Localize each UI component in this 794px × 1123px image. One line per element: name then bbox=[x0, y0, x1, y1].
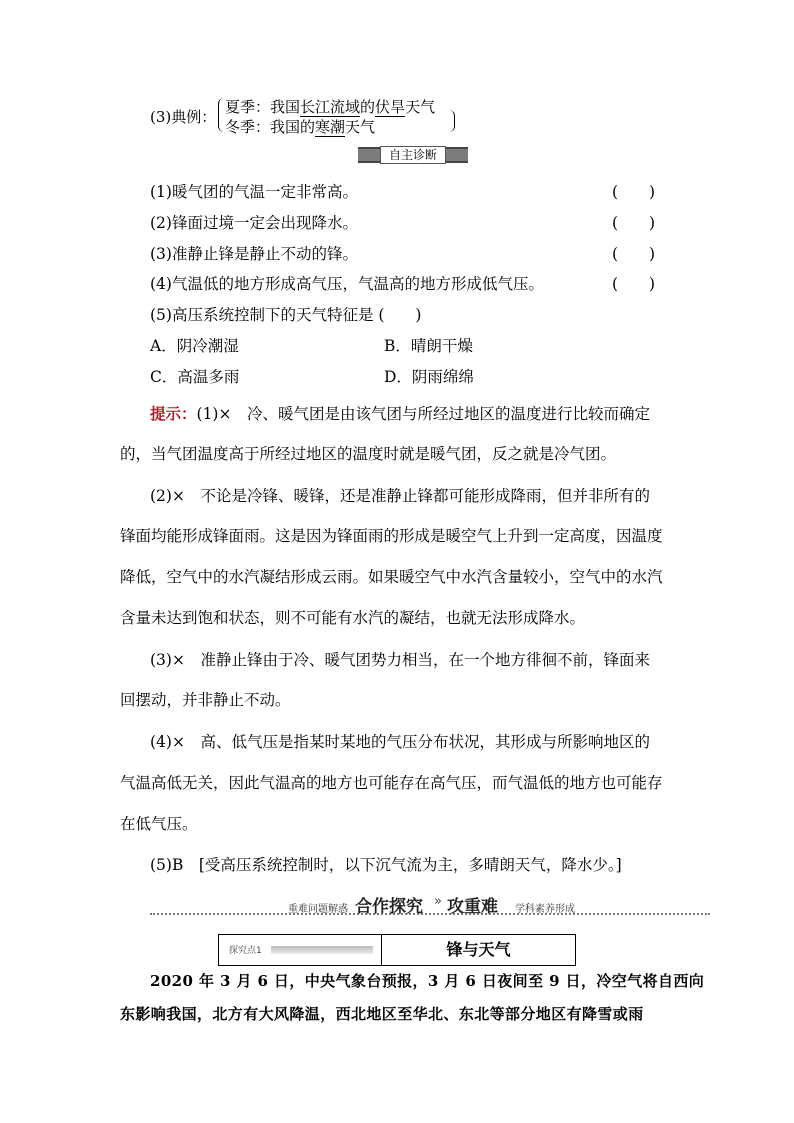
hint-4-line-3: 在低气压。 bbox=[120, 815, 198, 833]
summer-mid: 的 bbox=[360, 98, 376, 116]
section-divider bbox=[150, 913, 710, 915]
hint-5: (5)B [受高压系统控制时，以下沉气流为主，多晴朗天气，降水少。] bbox=[150, 856, 622, 874]
coop-right-label: 学科素养形成 bbox=[515, 904, 575, 915]
summer-suffix: 天气 bbox=[405, 98, 436, 116]
left-brace bbox=[218, 98, 225, 132]
right-brace bbox=[448, 110, 455, 132]
option-b: B．晴朗干燥 bbox=[384, 337, 473, 355]
summer-weather: 伏旱 bbox=[375, 98, 406, 116]
hint-1-text: (1)× 冷、暖气团是由该气团与所经过地区的温度进行比较而确定 bbox=[196, 405, 650, 423]
topic-tag-bar bbox=[271, 946, 373, 954]
judge-item-4: (4)气温低的地方形成高气压，气温高的地方形成低气压。 bbox=[150, 275, 544, 293]
self-diagnosis-title: 自主诊断 bbox=[380, 146, 446, 164]
news-line-2: 东影响我国，北方有大风降温，西北地区至华北、东北等部分地区有降雪或雨 bbox=[120, 1005, 644, 1023]
hint-1-line-2: 的，当气团温度高于所经过地区的温度时就是暖气团，反之就是冷气团。 bbox=[120, 445, 617, 463]
topic-box bbox=[218, 934, 576, 966]
hint-3-line-1: (3)× 准静止锋由于冷、暖气团势力相当，在一个地方徘徊不前，锋面来 bbox=[150, 651, 650, 669]
topic-title: 锋与天气 bbox=[446, 940, 511, 959]
coop-title-2: 攻重难 bbox=[447, 897, 498, 917]
option-a: A．阴冷潮湿 bbox=[150, 337, 239, 355]
hint-2-line-2: 锋面均能形成锋面雨。这是因为锋面雨的形成是暖空气上升到一定高度，因温度 bbox=[120, 527, 663, 545]
hint-label: 提示： bbox=[150, 404, 197, 423]
hint-3-line-2: 回摆动，并非静止不动。 bbox=[120, 691, 291, 709]
example-label: (3)典例： bbox=[150, 108, 217, 126]
winter-weather: 寒潮 bbox=[315, 118, 346, 136]
option-c: C．高温多雨 bbox=[150, 368, 240, 386]
double-arrow-icon: » bbox=[434, 894, 442, 909]
coop-title-1: 合作探究 bbox=[355, 897, 423, 917]
summer-region: 长江流域 bbox=[300, 98, 361, 116]
hint-2-line-3: 降低，空气中的水汽凝结形成云雨。如果暖空气中水汽含量较小，空气中的水汽 bbox=[120, 568, 663, 586]
winter-suffix: 天气 bbox=[345, 118, 376, 136]
hint-2-line-1: (2)× 不论是冷锋、暖锋，还是准静止锋都可能形成降雨，但并非所有的 bbox=[150, 487, 650, 505]
example-winter bbox=[225, 116, 375, 137]
option-d: D．阴雨绵绵 bbox=[384, 368, 474, 386]
news-line-1: 2020 年 3 月 6 日，中央气象台预报，3 月 6 日夜间至 9 日，冷空气将自西向 bbox=[150, 972, 705, 990]
judge-item-1: (1)暖气团的气温一定非常高。 bbox=[150, 183, 358, 201]
self-diagnosis-banner bbox=[358, 147, 468, 163]
hint-2-line-4: 含量未达到饱和状态，则不可能有水汽的凝结，也就无法形成降水。 bbox=[120, 609, 586, 627]
question-5-stem: (5)高压系统控制下的天气特征是 ( ) bbox=[150, 306, 422, 324]
winter-prefix: 冬季：我国的 bbox=[225, 118, 316, 136]
coop-left-label: 重难问题解惑 bbox=[288, 904, 348, 915]
example-summer bbox=[225, 96, 435, 117]
judge-paren-2: ( ) bbox=[612, 214, 656, 232]
judge-item-2: (2)锋面过境一定会出现降水。 bbox=[150, 214, 358, 232]
hint-4-line-2: 气温高低无关，因此气温高的地方也可能存在高气压，而气温低的地方也可能存 bbox=[120, 774, 663, 792]
topic-tag-cell bbox=[219, 935, 382, 965]
topic-tag: 探究点1 bbox=[229, 946, 262, 956]
judge-paren-4: ( ) bbox=[612, 275, 656, 293]
judge-paren-1: ( ) bbox=[612, 183, 656, 201]
summer-prefix: 夏季：我国 bbox=[225, 98, 301, 116]
judge-item-3: (3)准静止锋是静止不动的锋。 bbox=[150, 245, 358, 263]
judge-paren-3: ( ) bbox=[612, 245, 656, 263]
hint-4-line-1: (4)× 高、低气压是指某时某地的气压分布状况，其形成与所影响地区的 bbox=[150, 733, 650, 751]
hint-1-line-1 bbox=[150, 402, 650, 424]
